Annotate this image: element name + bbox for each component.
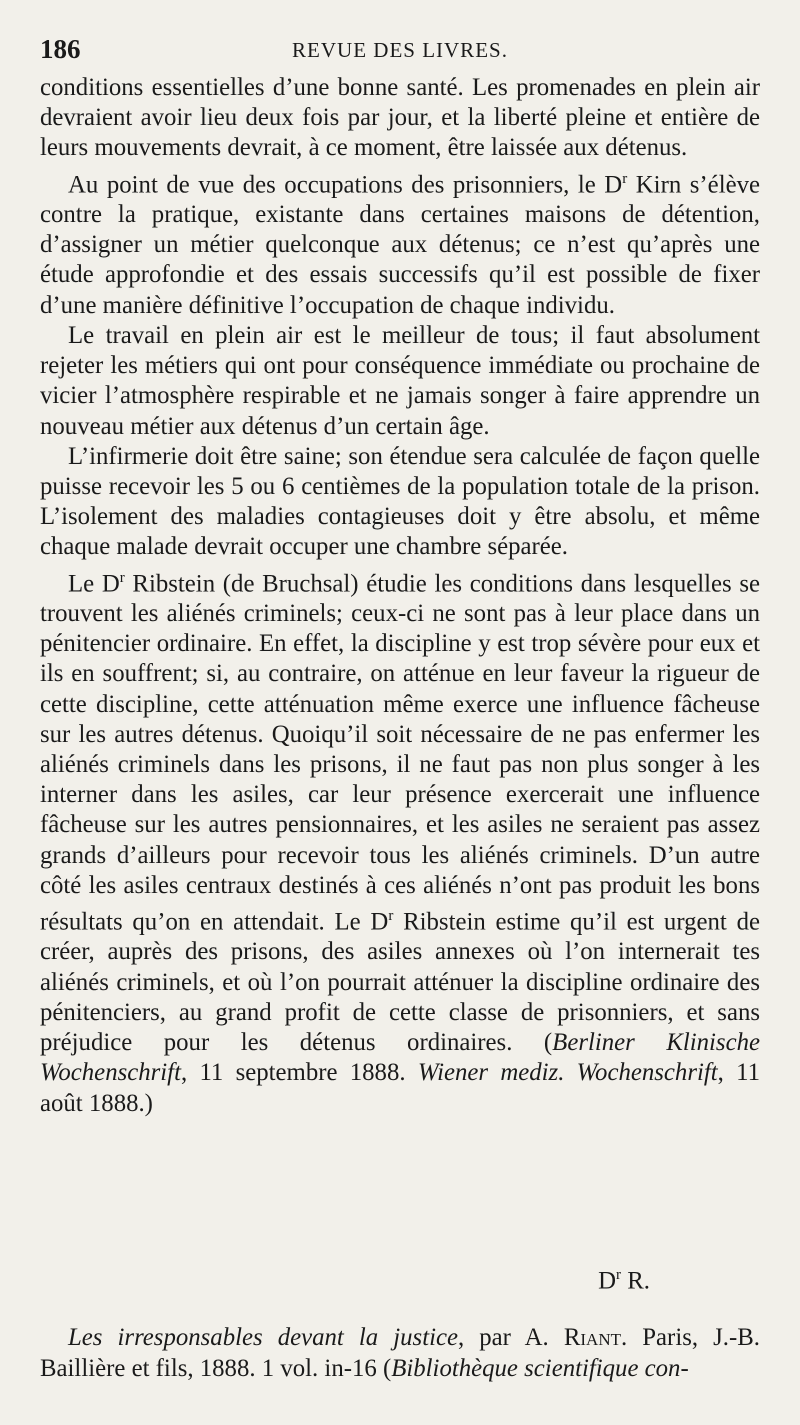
review-author: Riant — [563, 1324, 621, 1351]
ribstein-sup-2: r — [388, 908, 394, 925]
kirn-text-b: Kirn s’élève contre la pratique, existante dans certaines maisons de détention, d’assigner un métier quelconque aux détenus; ce n’est qu’après une étude approfondie et des essais successifs qu’il est possible de fixer d’une manière définitive l’occupation de chaque individu. — [40, 170, 760, 319]
paragraph-travail: Le travail en plein air est le meilleur de tous; il faut absolument rejeter les métiers qui ont pour conséquence immédiate ou prochaine de vicier l’atmosphère respirable et ne jamais songer à faire apprendre un nouveau métier aux détenus d’un certain âge. — [40, 321, 760, 440]
source-wiener: Wiener mediz. Wochenschrift — [417, 1059, 718, 1087]
signature-name: R. — [621, 1267, 650, 1295]
body-text — [40, 73, 760, 1119]
paragraph-ribstein — [40, 563, 760, 1119]
review-publisher: . Paris, J.-B. Baillière et fils, 1888. 1 vol. in-16 ( — [40, 1324, 760, 1382]
running-head: REVUE DES LIVRES. — [292, 38, 508, 62]
review-by: , par A. — [458, 1324, 564, 1351]
kirn-sup: r — [622, 170, 628, 187]
signature — [598, 1267, 650, 1295]
ribstein-lead: Le D — [68, 569, 120, 597]
book-review-entry — [40, 1322, 760, 1384]
ribstein-sup: r — [119, 569, 125, 586]
page-header — [40, 34, 760, 66]
review-title: Les irresponsables devant la justice — [68, 1324, 458, 1351]
ribstein-text: Ribstein (de Bruchsal) étudie les conditions dans lesquelles se trouvent les aliénés criminels; ceux-ci ne sont pas à leur place dans un pénitencier ordinaire. En effet, la discipline y est trop sévère pour eux et ils en souffrent; si, au contraire, on atténue en leur faveur la rigueur de cette discipline, cette atténuation même exerce une influence fâcheuse sur les autres détenus. Quoiqu’il soit nécessaire de ne pas enfermer les aliénés criminels dans les prisons, il ne faut pas non plus songer à les interner dans les asiles, car leur présence exercerait une influence fâcheuse sur les autres pensionnaires, et les asiles ne seraient pas assez grands d’ailleurs pour recevoir tous les aliénés criminels. D’un autre côté les asiles centraux destinés à ces aliénés n’ont pas produit les bons résultats qu’on en attendait. Le D — [40, 569, 760, 936]
signature-prefix: D — [598, 1267, 617, 1295]
kirn-text-a: Au point de vue des occupations des prisonniers, le D — [68, 170, 623, 198]
paragraph-occupations — [40, 164, 760, 321]
review-collection: Bibliothèque scientifique con- — [391, 1355, 689, 1382]
paragraph-continuation: conditions essentielles d’une bonne santé. Les promenades en plein air devraient avoir lieu deux fois par jour, et la liberté pleine et entière de leurs mouvements devrait, à ce moment, être laissée aux détenus. — [40, 74, 760, 162]
source-berliner: Berliner Klinische Wochenschrift — [40, 1029, 760, 1087]
signature-sup: r — [616, 1267, 622, 1283]
source-date-2: , 11 août 1888.) — [40, 1059, 760, 1117]
source-date-1: , 11 septembre 1888. — [180, 1059, 418, 1087]
ribstein-text-2: Ribstein estime qu’il est urgent de créer, auprès des prisons, des asiles annexes où l’on internerait tes aliénés criminels, et où l’on pourrait atténuer la discipline ordinaire des pénitenciers, au grand profit de cette classe de prisonniers, et sans préjudice pour les détenus ordinaires. ( — [40, 908, 760, 1057]
page-number: 186 — [40, 34, 81, 64]
paragraph-infirmerie: L’infirmerie doit être saine; son étendue sera calculée de façon quelle puisse recevoir les 5 ou 6 centièmes de la population totale de la prison. L’isolement des maladies contagieuses doit y être absolu, et même chaque malade devrait occuper une chambre séparée. — [40, 442, 760, 561]
